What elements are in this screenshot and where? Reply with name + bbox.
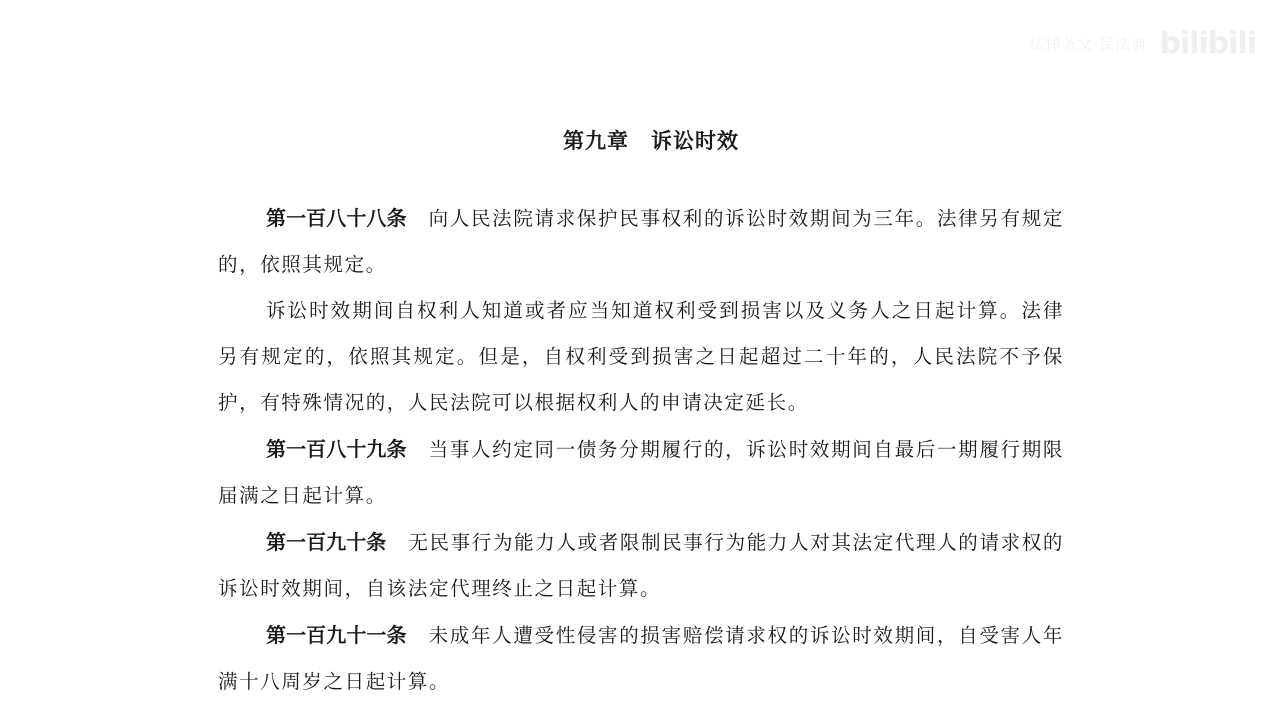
article-paragraph <box>218 195 1064 288</box>
article-number: 第一百九十条 <box>266 530 387 554</box>
chapter-number: 第九章 <box>563 129 629 153</box>
article-text: 当事人约定同一债务分期履行的，诉讼时效期间自最后一期履行期限届满之日起计算。 <box>218 438 1064 507</box>
chapter-title: 诉讼时效 <box>651 129 739 153</box>
law-document <box>218 125 1064 705</box>
article-text: 无民事行为能力人或者限制民事行为能力人对其法定代理人的请求权的诉讼时效期间，自该法定代理终止之日起计算。 <box>218 531 1065 600</box>
article-text: 向人民法院请求保护民事权利的诉讼时效期间为三年。法律另有规定的，依照其规定。 <box>218 207 1064 276</box>
article-paragraph <box>218 612 1064 705</box>
watermark-text: 法律条文·民法典 <box>1029 35 1148 53</box>
article-number: 第一百八十九条 <box>266 437 407 461</box>
bilibili-logo: bilibili <box>1159 26 1256 61</box>
article-paragraph <box>218 288 1064 426</box>
article-text: 未成年人遭受性侵害的损害赔偿请求权的诉讼时效期间，自受害人年满十八周岁之日起计算。 <box>218 624 1064 693</box>
chapter-heading <box>218 125 1064 155</box>
article-text: 诉讼时效期间自权利人知道或者应当知道权利受到损害以及义务人之日起计算。法律另有规定的，依照其规定。但是，自权利受到损害之日起超过二十年的，人民法院不予保护，有特殊情况的，人民法院可以根据权利人的申请决定延长。 <box>218 299 1064 414</box>
article-paragraph <box>218 519 1064 612</box>
article-number: 第一百八十八条 <box>266 206 407 230</box>
article-number: 第一百九十一条 <box>266 623 407 647</box>
article-paragraph <box>218 426 1064 519</box>
video-watermark <box>1030 26 1256 61</box>
